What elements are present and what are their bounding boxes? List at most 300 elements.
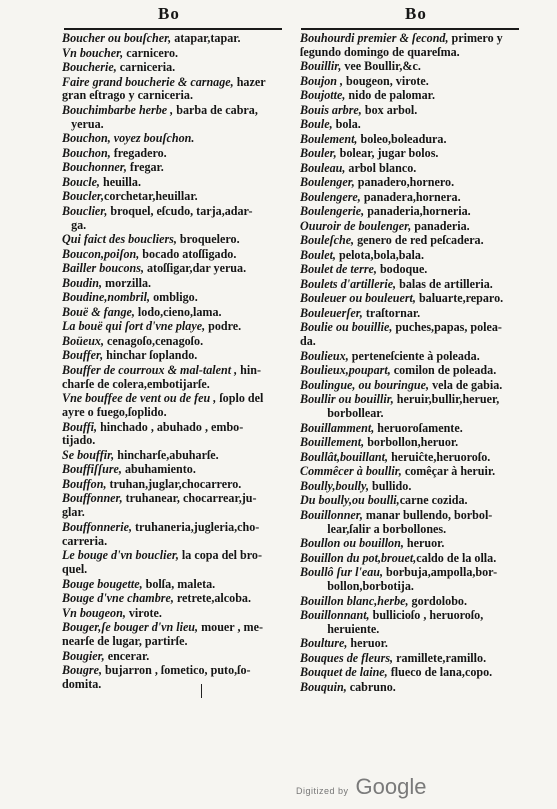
entry-definition: bola. [332,118,361,132]
entry-headword: Boulengere, [300,190,361,204]
entry-headword: Bougre, [62,664,102,678]
dictionary-entry [300,350,526,364]
entry-definition: lodo,cieno,lama. [134,305,222,319]
entry-continuation: nearſe de lugar, partirſe. [62,634,188,649]
entry-headword: Boullir ou bouillir, [300,393,394,407]
entry-first-line [300,278,526,292]
entry-first-line [62,521,288,535]
entry-headword: Boulets d'artillerie, [300,277,397,291]
dictionary-entry [300,465,526,479]
entry-headword: Vn bougeon, [62,606,126,620]
entry-headword: Bouillon blanc,herbe, [300,594,409,608]
entry-first-line [62,621,288,635]
entry-definition: cenagoſo,cenagoſo. [104,334,204,348]
entry-definition: bullicioſo , heruoroſo, [369,609,484,623]
dictionary-entry [62,306,288,320]
entry-headword: Bouffer de courroux & mal-talent , [62,363,238,377]
entry-definition: truhaneria,jugleria,cho- [132,520,260,534]
entry-headword: Bouleuerſer, [300,306,363,320]
dictionary-entry [300,637,526,651]
entry-continuation: glar. [62,505,85,520]
entry-definition: abuhamiento. [121,463,196,477]
entry-headword: Bouchon, voyez bouſchon. [62,132,195,146]
entry-definition: cabruno. [346,680,396,694]
entry-definition: bujarron , ſometico, puto,ſo- [101,664,251,678]
entry-headword: Boujotte, [300,89,346,103]
dictionary-entry [62,592,288,606]
dictionary-entry [300,321,526,349]
dictionary-entry [62,32,288,46]
dictionary-entry [300,451,526,465]
entry-first-line [62,592,288,606]
entry-headword: Bouillement, [300,436,365,450]
dictionary-entry [62,190,288,204]
entry-headword: Boucher ou bouſcher, [62,32,172,45]
entry-first-line [62,233,288,247]
entry-headword: Bouffon, [62,477,107,491]
dictionary-entry [300,595,526,609]
entry-first-line [300,75,526,89]
entry-first-line [300,307,526,321]
digitized-by-text: Digitized by [296,786,349,796]
dictionary-entry [62,248,288,262]
entry-continuation: ayre o fuego,ſoplido. [62,405,167,420]
dictionary-entry [300,379,526,393]
entry-first-line [62,61,288,75]
entry-first-line [300,350,526,364]
dictionary-entry [300,509,526,537]
entry-definition: mouer , me- [198,621,263,635]
entry-first-line [62,262,288,276]
entry-headword: Boüeux, [62,334,105,348]
running-head-right: Bo [405,4,427,23]
entry-continuation: da. [300,334,316,349]
entry-continuation: heruiente. [300,621,380,636]
dictionary-entry [62,478,288,492]
entry-definition: heruir,bullir,heruer, [393,393,500,407]
entry-first-line [300,681,526,695]
dictionary-entry [62,463,288,477]
dictionary-entry [300,566,526,594]
dictionary-entry [62,549,288,577]
entry-first-line [300,509,526,523]
entry-continuation: ſegundo domingo de quareſma. [300,44,460,59]
entry-first-line [300,393,526,407]
entry-first-line [62,578,288,592]
dictionary-entry [62,76,288,104]
entry-headword: Boulet de terre, [300,263,377,277]
entry-continuation: carreria. [62,533,108,548]
dictionary-entry [300,118,526,132]
entry-headword: Commêcer à boullir, [300,465,402,479]
entry-headword: Vn boucher, [62,46,124,60]
entry-headword: Boucle, [62,175,100,189]
dictionary-entry [62,364,288,392]
dictionary-entry [62,47,288,61]
running-head-left: Bo [158,4,180,23]
entry-first-line [300,104,526,118]
dictionary-entry [62,262,288,276]
entry-first-line [300,249,526,263]
entry-headword: Bouger,ſe bouger d'vn lieu, [62,621,199,635]
entry-first-line [62,320,288,334]
header-rule-right [301,28,519,30]
entry-definition: bougeon, virote. [343,74,429,88]
entry-first-line [62,392,288,406]
entry-headword: Bouillonner, [300,508,363,522]
dictionary-entry [300,133,526,147]
entry-first-line [300,133,526,147]
entry-definition: baluarte,reparo. [415,292,504,306]
entry-first-line [300,89,526,103]
dictionary-entry [62,291,288,305]
entry-definition: vela de gabia. [429,378,503,392]
entry-first-line [300,566,526,580]
dictionary-entry [300,494,526,508]
entry-headword: Bouleſche, [300,234,355,248]
dictionary-entry [62,161,288,175]
dictionary-entry [300,609,526,637]
entry-headword: Bouchon, [62,146,111,160]
entry-first-line [300,436,526,450]
entry-headword: Boullât,bouillant, [300,450,389,464]
entry-continuation: gran eſtrago y carniceria. [62,88,193,103]
entry-first-line [62,463,288,477]
entry-headword: Vne bouffee de vent ou de feu , [62,392,217,406]
entry-definition: carne cozida. [399,494,468,508]
entry-first-line [300,451,526,465]
dictionary-entry [62,621,288,649]
dictionary-entry [300,436,526,450]
entry-first-line [300,609,526,623]
entry-headword: Boudine,nombril, [62,291,151,305]
dictionary-entry [300,681,526,695]
entry-first-line [300,118,526,132]
entry-headword: Boulenger, [300,176,355,190]
entry-definition: hincharſe,abuharſe. [114,448,219,462]
entry-definition: bolſa, maleta. [142,577,216,591]
dictionary-entry [62,320,288,334]
entry-first-line [300,32,526,46]
entry-definition: carnicero. [123,46,179,60]
entry-headword: Bouchimbarbe herbe , [62,103,174,117]
entry-first-line [62,478,288,492]
dictionary-entry [300,666,526,680]
dictionary-entry [300,147,526,161]
entry-definition: traſtornar. [362,306,421,320]
entry-headword: Boucherie, [62,61,117,74]
entry-continuation: tijado. [62,433,96,448]
entry-definition: perteneſciente à poleada. [348,349,480,363]
entry-definition: balas de artilleria. [396,277,493,291]
dictionary-entry [300,278,526,292]
dictionary-entry [300,176,526,190]
entry-first-line [300,292,526,306]
entry-definition: broquelero. [176,233,240,247]
entry-definition: podre. [205,320,242,334]
entry-headword: Bouffonnerie, [62,520,132,534]
entry-first-line [62,47,288,61]
entry-headword: Boullô ſur l'eau, [300,566,383,580]
dictionary-entry [62,104,288,132]
entry-definition: panaderia,horneria. [364,205,471,219]
entry-continuation: domita. [62,676,102,691]
entry-definition: bolear, jugar bolos. [336,147,439,161]
entry-first-line [62,104,288,118]
dictionary-entry [62,607,288,621]
entry-first-line [62,32,288,46]
entry-headword: Bouffonner, [62,492,123,506]
entry-first-line [300,220,526,234]
digitized-watermark [296,774,426,800]
entry-definition: vee Boullir,&c. [341,60,421,74]
entry-headword: Bouleau, [300,161,346,175]
entry-headword: Boujon , [300,74,344,88]
dictionary-entry [300,292,526,306]
entry-first-line [300,263,526,277]
entry-definition: nido de palomar. [345,89,435,103]
entry-definition: heruor. [347,637,388,651]
entry-definition: encerar. [104,649,150,663]
dictionary-entry [300,307,526,321]
entry-continuation: lear,ſalir a borbollones. [300,521,447,536]
entry-headword: Bailler boucons, [62,262,144,276]
entry-first-line [62,664,288,678]
dictionary-entry [62,492,288,520]
entry-headword: Du boully,ou boulli, [300,494,400,508]
dictionary-entry [62,335,288,349]
entry-definition: genero de red peſcadera. [354,234,484,248]
dictionary-entry [300,162,526,176]
entry-first-line [62,205,288,219]
entry-first-line [300,422,526,436]
entry-definition: heruoroſamente. [374,421,463,435]
entry-first-line [62,176,288,190]
entry-definition: truhanear, chocarrear,ju- [122,492,257,506]
dictionary-entry [62,578,288,592]
dictionary-entry [62,392,288,420]
entry-continuation: ga. [62,217,87,232]
entry-first-line [62,291,288,305]
dictionary-entry [62,449,288,463]
dictionary-entry [300,234,526,248]
entry-headword: Faire grand boucherie & carnage, [62,75,234,89]
entry-definition: flueco de lana,copo. [387,666,493,680]
dictionary-entry [62,233,288,247]
entry-headword: Bouffiſſure, [62,463,122,477]
dictionary-entry [62,349,288,363]
dictionary-entry [300,191,526,205]
entry-continuation: charſe de colera,embotijarſe. [62,376,210,391]
entry-headword: Bouge bougette, [62,577,143,591]
entry-first-line [62,492,288,506]
entry-definition: carniceria. [116,61,176,74]
entry-first-line [300,465,526,479]
entry-first-line [62,132,288,146]
entry-definition: comilon de poleada. [390,364,497,378]
entry-headword: Boullon ou bouillon, [300,537,404,551]
entry-definition: gordolobo. [408,594,467,608]
entry-headword: Bouleuer ou bouleuert, [300,292,416,306]
dictionary-entry [300,552,526,566]
dictionary-entry [300,480,526,494]
entry-headword: Boucler, [62,190,104,204]
entry-definition: truhan,juglar,chocarrero. [106,477,242,491]
entry-definition: atoſſigar,dar yerua. [143,262,247,276]
entry-definition: panadera,hornera. [360,190,461,204]
entry-headword: Bouillonnant, [300,609,370,623]
entry-headword: Le bouge d'vn bouclier, [62,549,179,563]
entry-first-line [300,364,526,378]
entry-headword: Boulture, [300,637,348,651]
entry-headword: Boulieux,poupart, [300,364,391,378]
entry-first-line [300,234,526,248]
dictionary-entry [300,364,526,378]
entry-definition: manar bullendo, borbol- [362,508,493,522]
entry-first-line [300,205,526,219]
entry-headword: Boulengerie, [300,205,365,219]
dictionary-entry [62,521,288,549]
right-column [300,32,526,695]
entry-definition: pelota,bola,bala. [335,248,424,262]
entry-definition: atapar,tapar. [171,32,241,45]
entry-definition: caldo de la olla. [416,551,497,565]
entry-first-line [300,321,526,335]
entry-first-line [62,76,288,90]
entry-continuation: borbollear. [300,406,384,421]
entry-definition: morzilla. [102,276,152,290]
entry-headword: Boulieux, [300,349,349,363]
entry-headword: Bouquin, [300,680,347,694]
entry-definition: fregadero. [110,146,167,160]
dictionary-entry [300,75,526,89]
entry-headword: Se bouffir, [62,448,115,462]
dictionary-entry [300,393,526,421]
entry-definition: ramillete,ramillo. [393,651,487,665]
entry-definition: panadero,hornero. [354,176,455,190]
dictionary-entry [300,537,526,551]
entry-first-line [62,277,288,291]
header-rule-left [64,28,282,30]
entry-headword: Boulingue, ou bouringue, [300,378,430,392]
entry-definition: ſoplo del [216,392,264,406]
entry-headword: Bougier, [62,649,105,663]
dictionary-entry [300,652,526,666]
dictionary-entry [62,421,288,449]
entry-headword: Bouclier, [62,204,108,218]
entry-definition: heuilla. [99,175,141,189]
dictionary-entry [300,60,526,74]
entry-definition: primero y [448,32,503,45]
dictionary-entry [300,205,526,219]
entry-first-line [300,637,526,651]
entry-headword: Boucon,poiſon, [62,247,140,261]
entry-first-line [62,335,288,349]
dictionary-entry [300,104,526,118]
entry-headword: Bouillon du pot,brouet, [300,551,417,565]
dictionary-entry [62,664,288,692]
entry-first-line [300,480,526,494]
entry-headword: Bouffi, [62,420,98,434]
entry-first-line [300,552,526,566]
entry-headword: Bouchonner, [62,161,127,175]
entry-headword: Bouhourdi premier & ſecond, [300,32,449,45]
entry-definition: boleo,boleadura. [357,132,447,146]
entry-definition: heruiĉte,heruoroſo. [388,450,491,464]
dictionary-entry [62,61,288,75]
dictionary-entry [300,220,526,234]
entry-definition: borbollon,heruor. [364,436,459,450]
entry-first-line [300,147,526,161]
google-logo: Google [355,774,427,799]
entry-definition: hin- [237,363,262,377]
entry-first-line [300,652,526,666]
entry-definition: panaderia. [411,219,470,233]
entry-first-line [62,248,288,262]
dictionary-entry [62,176,288,190]
entry-first-line [62,449,288,463]
entry-continuation: yerua. [62,116,104,131]
entry-definition: fregar. [126,161,164,175]
entry-definition: box arbol. [361,103,418,117]
dictionary-entry [62,132,288,146]
entry-definition: comêçar à heruir. [401,465,496,479]
entry-first-line [300,666,526,680]
dictionary-entry [62,205,288,233]
entry-first-line [62,607,288,621]
entry-first-line [300,494,526,508]
entry-headword: Boule, [300,118,333,132]
entry-definition: heruor. [403,537,445,551]
entry-first-line [62,364,288,378]
dictionary-entry [300,32,526,60]
entry-first-line [300,162,526,176]
entry-definition: broquel, eſcudo, tarja,adar- [107,204,253,218]
entry-headword: Boulet, [300,248,336,262]
dictionary-entry [62,650,288,664]
entry-first-line [300,60,526,74]
entry-first-line [300,379,526,393]
entry-definition: bocado atoſſigado. [139,247,237,261]
entry-first-line [300,537,526,551]
entry-headword: La bouë qui ſort d'vne playe, [62,320,206,334]
dictionary-entry [300,422,526,436]
entry-first-line [62,549,288,563]
entry-definition: la copa del bro- [178,549,262,563]
entry-definition: hazer [233,75,266,89]
entry-headword: Bouge d'vne chambre, [62,592,174,606]
entry-first-line [300,176,526,190]
dictionary-entry [62,277,288,291]
entry-headword: Bouis arbre, [300,103,362,117]
entry-definition: borbuja,ampolla,bor- [383,566,498,580]
entry-definition: hinchado , abuhado , embo- [97,420,244,434]
entry-headword: Bouler, [300,147,337,161]
entry-definition: bullido. [368,479,412,493]
left-column [62,32,288,692]
entry-first-line [62,421,288,435]
entry-headword: Bouffer, [62,349,104,363]
entry-headword: Boudin, [62,276,102,290]
entry-definition: hinchar ſoplando. [103,349,198,363]
entry-first-line [300,191,526,205]
entry-headword: Bouë & fange, [62,305,135,319]
entry-definition: barba de cabra, [173,103,258,117]
entry-first-line [300,595,526,609]
entry-definition: retrete,alcoba. [173,592,251,606]
entry-continuation: quel. [62,562,88,577]
entry-definition: bodoque. [376,263,428,277]
